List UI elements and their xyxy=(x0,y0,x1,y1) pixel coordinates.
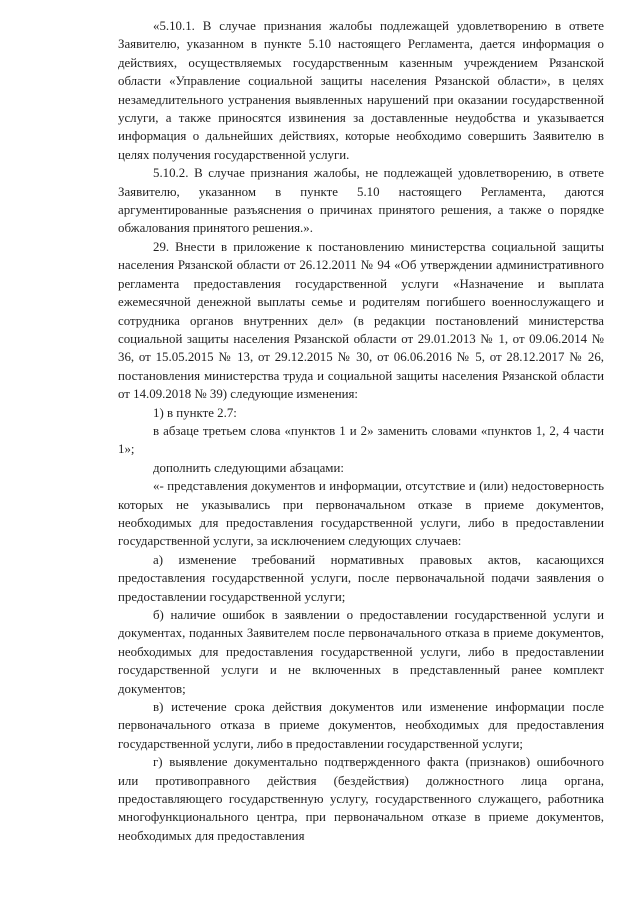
paragraph-case-v: в) истечение срока действия документов или изменение информации после первоначального отказа в приеме документов, необходимых для предоставления государственной услуги, либо в предоставлении государственной услуги; xyxy=(118,700,604,751)
paragraph-case-a: а) изменение требований нормативных правовых актов, касающихся предоставления государственной услуги, после первоначальной подачи заявления о предоставлении государственной услуги; xyxy=(118,552,604,604)
paragraph-item-1: 1) в пункте 2.7: xyxy=(153,405,237,420)
paragraph-documents: «- представления документов и информации, отсутствие и (или) недостоверность которых не указывались при первоначальном отказе в приеме документов, необходимых для предоставления государственной услуги, либо в предоставлении государственной услуги, за исключением следующих случаев: xyxy=(118,479,604,549)
paragraph-5-10-2: 5.10.2. В случае признания жалобы, не подлежащей удовлетворению, в ответе Заявителю, указанном в пункте 5.10 настоящего Регламента, даются аргументированные разъяснения о причинах принятого решения, а также о порядке обжалования принятого решения.». xyxy=(118,166,604,236)
paragraph-case-b: б) наличие ошибок в заявлении о предоставлении государственной услуги и документах, поданных Заявителем после первоначального отказа в приеме документов, необходимых для предоставления государственной услуги, либо в предоставлении государственной услуги и не включенных в представленный ранее комплект документов; xyxy=(118,608,604,696)
paragraph-29: 29. Внести в приложение к постановлению министерства социальной защиты населения Рязанской области от 26.12.2011 № 94 «Об утверждении административного регламента предоставления государственной услуги «Назначение и выплата ежемесячной денежной выплаты семье и родителям погибшего военнослужащего и сотрудника органов внутренних дел» (в редакции постановлений министерства социальной защиты населения Рязанской области от 29.01.2013 № 1, от 09.06.2014 № 36, от 15.05.2015 № 13, от 29.12.2015 № 30, от 06.06.2016 № 5, от 28.12.2017 № 26, постановления министерства труда и социальной защиты населения Рязанской области от 14.09.2018 № 39) следующие изменения: xyxy=(118,239,604,402)
paragraph-abzac-third: в абзаце третьем слова «пунктов 1 и 2» заменить словами «пунктов 1, 2, 4 части 1»; xyxy=(118,423,604,457)
document-body xyxy=(118,17,604,845)
paragraph-supplement: дополнить следующими абзацами: xyxy=(153,460,344,475)
paragraph-5-10-1: «5.10.1. В случае признания жалобы подлежащей удовлетворению в ответе Заявителю, указанном в пункте 5.10 настоящего Регламента, дается информация о действиях, осуществляемых государственным казенным учреждением Рязанской области «Управление социальной защиты населения Рязанской области», в целях незамедлительного устранения выявленных нарушений при оказании государственной услуги, а также приносятся извинения за доставленные неудобства и указывается информация о дальнейших действиях, которые необходимо совершить Заявителю в целях получения государственной услуги. xyxy=(118,19,604,162)
paragraph-case-g: г) выявление документально подтвержденного факта (признаков) ошибочного или противоправного действия (бездействия) должностного лица органа, предоставляющего государственную услугу, государственного служащего, работника многофункционального центра, при первоначальном отказе в приеме документов, необходимых для предоставления xyxy=(118,755,604,843)
